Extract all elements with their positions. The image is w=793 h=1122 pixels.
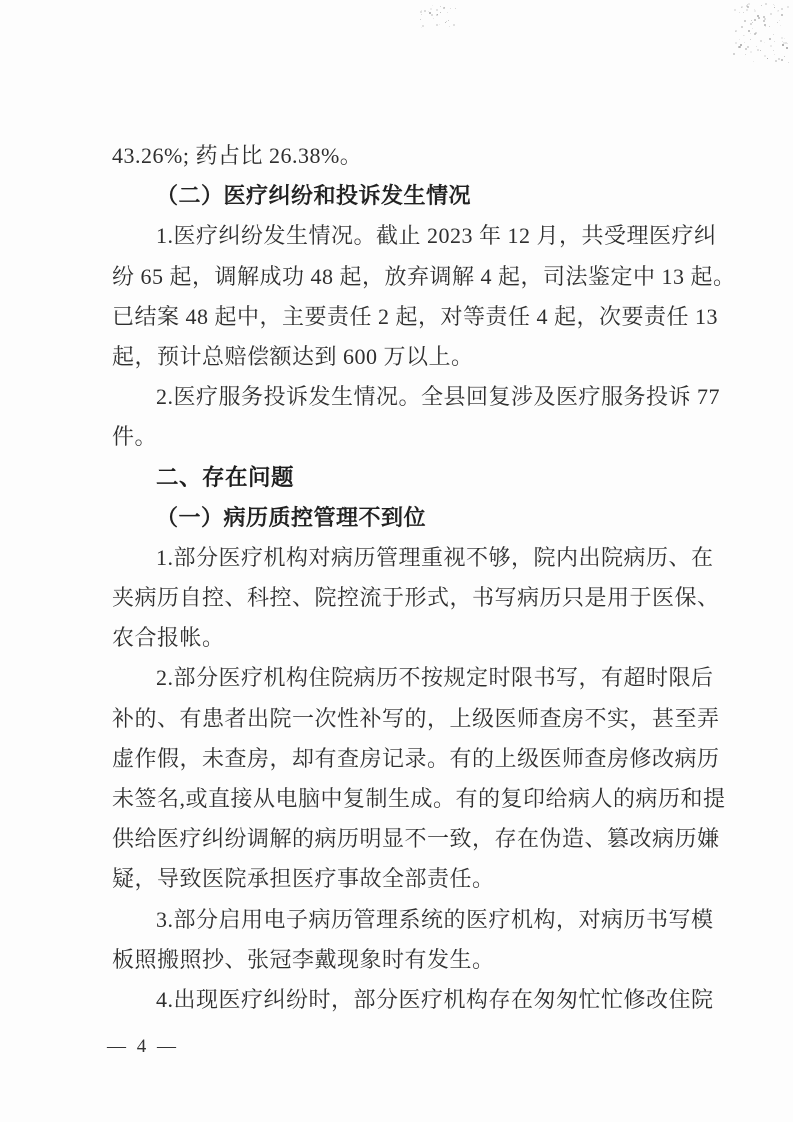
noise-speck [763, 20, 765, 22]
noise-speck [774, 54, 775, 55]
noise-speck [450, 8, 451, 9]
noise-speck [778, 10, 779, 11]
noise-speck [773, 4, 774, 5]
noise-speck [430, 8, 432, 10]
noise-speck [422, 25, 424, 27]
text-line: 2.医疗服务投诉发生情况。全县回复涉及医疗服务投诉 77 [156, 384, 721, 410]
noise-speck [770, 45, 772, 47]
noise-speck [745, 48, 747, 50]
noise-speck [784, 56, 785, 57]
noise-speck [784, 38, 785, 39]
noise-speck [445, 22, 446, 23]
noise-speck [764, 42, 765, 43]
noise-speck [433, 18, 434, 19]
noise-speck [738, 47, 739, 48]
noise-speck [747, 4, 748, 5]
text-line: 2.部分医疗机构住院病历不按规定时限书写，有超时限后 [156, 665, 714, 691]
noise-speck [775, 60, 777, 62]
noise-speck [437, 14, 438, 15]
noise-speck [436, 14, 438, 16]
noise-speck [785, 42, 787, 44]
noise-speck [779, 20, 780, 21]
noise-speck [744, 35, 745, 36]
noise-speck [763, 16, 765, 18]
noise-speck [741, 7, 742, 8]
noise-speck [767, 58, 768, 59]
text-line: 未签名,或直接从电脑中复制生成。有的复印给病人的病历和提 [112, 786, 726, 811]
noise-speck [744, 20, 746, 22]
noise-speck [774, 7, 775, 8]
noise-speck [780, 25, 781, 26]
noise-speck [440, 6, 441, 7]
noise-speck [444, 7, 445, 8]
noise-speck [741, 26, 743, 28]
noise-speck [747, 46, 749, 48]
noise-speck [421, 10, 422, 11]
noise-speck [421, 14, 422, 15]
noise-speck [428, 11, 429, 12]
noise-speck [750, 51, 752, 53]
noise-speck [436, 9, 438, 11]
noise-speck [781, 14, 783, 16]
noise-speck [757, 15, 759, 17]
noise-speck [741, 6, 743, 8]
text-line: 1.医疗纠纷发生情况。截止 2023 年 12 月，共受理医疗纠 [156, 223, 717, 249]
noise-speck [748, 3, 750, 5]
noise-speck [743, 35, 744, 36]
noise-speck [748, 30, 750, 32]
noise-speck [778, 58, 780, 60]
noise-speck [448, 20, 449, 21]
heading-line: （一）病历质控管理不到位 [156, 504, 427, 530]
noise-speck [765, 26, 766, 27]
noise-speck [746, 5, 748, 7]
noise-speck [755, 32, 757, 34]
noise-speck [754, 19, 756, 21]
noise-speck [420, 19, 421, 20]
heading-line: 二、存在问题 [156, 464, 295, 490]
noise-speck [777, 22, 778, 23]
noise-speck [453, 24, 455, 26]
noise-speck [440, 12, 441, 13]
noise-speck [774, 41, 775, 42]
text-line: 纷 65 起，调解成功 48 起，放弃调解 4 起，司法鉴定中 13 起。 [112, 263, 736, 289]
noise-speck [421, 27, 422, 28]
noise-speck [436, 24, 438, 26]
text-line: 4.出现医疗纠纷时，部分医疗机构存在匆匆忙忙修改住院 [156, 986, 714, 1012]
text-line: 3.部分启用电子病历管理系统的医疗机构，对病历书写模 [156, 906, 714, 932]
text-line: 件。 [112, 424, 158, 450]
text-line: 已结案 48 起中，主要责任 2 起，对等责任 4 起，次要责任 13 [112, 303, 719, 329]
noise-speck [424, 10, 426, 12]
noise-speck [787, 6, 789, 8]
noise-speck [734, 9, 736, 11]
noise-speck [756, 46, 757, 47]
noise-speck [446, 21, 447, 22]
noise-speck [774, 5, 775, 6]
noise-speck [777, 10, 779, 12]
noise-speck [735, 42, 737, 44]
noise-speck [443, 7, 445, 9]
noise-speck [754, 10, 756, 12]
noise-speck [765, 3, 767, 5]
noise-speck [750, 33, 751, 34]
noise-speck [752, 28, 753, 29]
noise-speck [782, 41, 783, 42]
noise-speck [764, 24, 766, 26]
noise-speck [788, 62, 789, 63]
noise-speck [760, 40, 762, 42]
noise-speck [738, 46, 740, 48]
noise-speck [740, 44, 742, 46]
noise-speck [750, 39, 751, 40]
noise-speck [769, 38, 771, 40]
noise-speck [743, 12, 744, 13]
noise-speck [432, 5, 433, 6]
noise-speck [735, 30, 737, 32]
noise-speck [447, 12, 448, 13]
noise-speck [739, 12, 740, 13]
noise-speck [439, 24, 440, 25]
noise-speck [751, 20, 752, 21]
noise-speck [773, 34, 774, 35]
noise-speck [429, 12, 431, 14]
text-line: 疑，导致医院承担医疗事故全部责任。 [112, 866, 495, 892]
noise-speck [769, 26, 770, 27]
text-line: 农合报帐。 [112, 625, 225, 651]
noise-speck [783, 42, 785, 44]
scan-noise [733, 2, 790, 64]
noise-speck [455, 8, 456, 9]
noise-speck [449, 26, 450, 27]
noise-speck [781, 37, 783, 39]
noise-speck [747, 6, 749, 8]
noise-speck [744, 42, 745, 43]
page-number: — 4 — [107, 1036, 179, 1057]
noise-speck [750, 23, 752, 25]
noise-speck [735, 31, 736, 32]
noise-speck [760, 50, 761, 51]
noise-speck [753, 61, 754, 62]
text-line: 43.26%; 药占比 26.38%。 [112, 143, 363, 168]
noise-speck [781, 8, 783, 10]
text-line: 供给医疗纠纷调解的病历明显不一致，存在伪造、篡改病历嫌 [112, 826, 720, 852]
scan-noise [420, 4, 458, 30]
noise-speck [782, 44, 784, 46]
heading-line: （二）医疗纠纷和投诉发生情况 [156, 183, 472, 209]
noise-speck [787, 43, 788, 44]
noise-speck [420, 11, 422, 13]
noise-speck [786, 47, 788, 49]
noise-speck [754, 33, 756, 35]
text-line: 板照搬照抄、张冠李戴现象时有发生。 [112, 946, 495, 972]
noise-speck [754, 9, 755, 10]
noise-speck [761, 5, 762, 6]
noise-speck [739, 39, 740, 40]
text-line: 夹病历自控、科控、院控流于形式，书写病历只是用于医保、 [112, 585, 720, 611]
document-lines [112, 136, 736, 1020]
text-line: 虚作假，未查房，却有查房记录。有的上级医师查房修改病历 [112, 745, 720, 771]
noise-speck [781, 59, 783, 61]
noise-speck [745, 54, 746, 55]
noise-speck [764, 55, 766, 57]
noise-speck [746, 9, 748, 11]
noise-speck [752, 22, 753, 23]
text-line: 补的、有患者出院一次性补写的，上级医师查房不实，甚至弄 [112, 705, 720, 731]
noise-speck [733, 53, 735, 55]
noise-speck [431, 14, 433, 16]
noise-speck [741, 7, 742, 8]
noise-speck [764, 18, 766, 20]
noise-speck [773, 50, 774, 51]
noise-speck [770, 13, 772, 15]
noise-speck [757, 49, 759, 51]
text-line: 起，预计总赔偿额达到 600 万以上。 [112, 343, 474, 369]
noise-speck [758, 17, 760, 19]
text-line: 1.部分医疗机构对病历管理重视不够，院内出院病历、在 [156, 544, 714, 570]
noise-speck [739, 46, 741, 48]
